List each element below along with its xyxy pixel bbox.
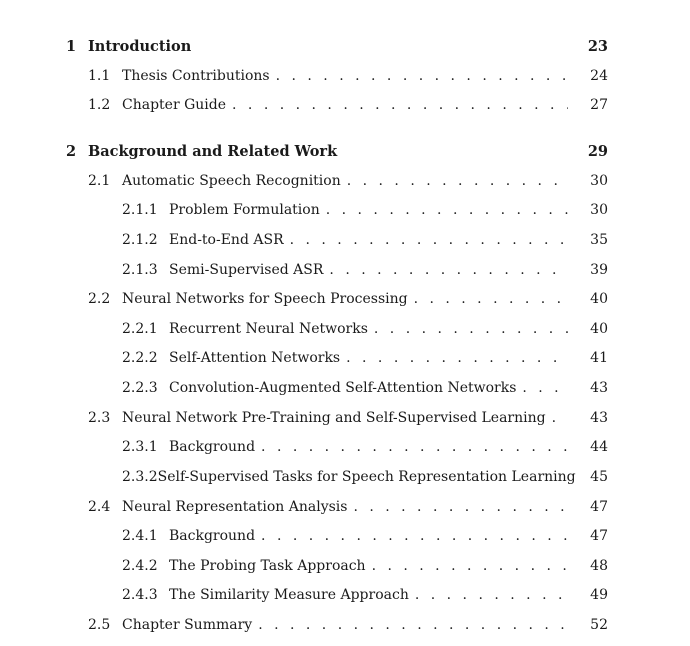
- toc-entry[interactable]: [88, 291, 608, 311]
- dot-leader: [258, 617, 568, 633]
- dot-leader: [346, 350, 568, 366]
- entry-number: 1.1: [88, 68, 111, 84]
- chapter-title: Introduction: [88, 38, 192, 55]
- chapter-page: 29: [587, 143, 608, 160]
- entry-page: 45: [590, 469, 608, 485]
- entry-page: 47: [590, 499, 608, 515]
- entry-title: Self-Attention Networks: [169, 350, 341, 366]
- entry-title: The Probing Task Approach: [169, 558, 366, 574]
- entry-number: 1.2: [88, 97, 111, 113]
- entry-title: Background: [169, 528, 256, 544]
- toc-subentry[interactable]: [122, 528, 608, 548]
- entry-number: 2.2.2: [122, 350, 158, 366]
- toc-entry[interactable]: [88, 410, 608, 430]
- dot-leader: [415, 587, 568, 603]
- dot-leader: [372, 558, 568, 574]
- toc-entry[interactable]: [88, 499, 608, 519]
- chapter-number: 1: [66, 38, 77, 55]
- entry-title: Chapter Guide: [122, 97, 227, 113]
- entry-number: 2.3.1: [122, 439, 158, 455]
- entry-title: Chapter Summary: [122, 617, 253, 633]
- entry-title: Thesis Contributions: [122, 68, 270, 84]
- entry-title: Recurrent Neural Networks: [169, 321, 368, 337]
- entry-title: Neural Networks for Speech Processing: [122, 291, 408, 307]
- entry-page: 44: [590, 439, 608, 455]
- toc-entry[interactable]: [88, 617, 608, 637]
- toc-entry[interactable]: [88, 68, 608, 88]
- entry-title: Problem Formulation: [169, 202, 320, 218]
- toc-subentry[interactable]: [122, 587, 608, 607]
- entry-title: Neural Representation Analysis: [122, 499, 348, 515]
- dot-leader: [290, 232, 568, 248]
- entry-number: 2.3.2: [122, 469, 158, 485]
- entry-title: Semi-Supervised ASR: [169, 262, 324, 278]
- toc-subentry[interactable]: [122, 380, 608, 400]
- entry-page: 30: [590, 202, 608, 218]
- entry-page: 41: [590, 350, 608, 366]
- entry-title: Automatic Speech Recognition: [122, 173, 341, 189]
- dot-leader: [522, 380, 568, 396]
- dot-leader: [414, 291, 568, 307]
- entry-number: 2.1: [88, 173, 111, 189]
- entry-number: 2.4.3: [122, 587, 158, 603]
- entry-number: 2.4.1: [122, 528, 158, 544]
- toc-chapter-2[interactable]: [66, 143, 608, 163]
- entry-title: Background: [169, 439, 256, 455]
- entry-page: 24: [590, 68, 608, 84]
- toc-subentry[interactable]: [122, 202, 608, 222]
- entry-number: 2.4: [88, 499, 111, 515]
- entry-page: 27: [590, 97, 608, 113]
- entry-number: 2.2.3: [122, 380, 158, 396]
- chapter-number: 2: [66, 143, 77, 160]
- entry-number: 2.2: [88, 291, 111, 307]
- dot-leader: [276, 68, 568, 84]
- dot-leader: [261, 528, 568, 544]
- entry-title: The Similarity Measure Approach: [169, 587, 409, 603]
- dot-leader: [347, 173, 568, 189]
- dot-leader: [353, 499, 568, 515]
- entry-number: 2.5: [88, 617, 111, 633]
- toc-subentry[interactable]: [122, 262, 608, 282]
- entry-page: 30: [590, 173, 608, 189]
- entry-title: Neural Network Pre-Training and Self-Supervised Learning: [122, 410, 546, 426]
- dot-leader: [552, 410, 568, 426]
- dot-leader: [232, 97, 568, 113]
- entry-number: 2.1.2: [122, 232, 158, 248]
- toc-entry[interactable]: [88, 173, 608, 193]
- entry-title: End-to-End ASR: [169, 232, 284, 248]
- entry-page: 35: [590, 232, 608, 248]
- toc-subentry[interactable]: [122, 439, 608, 459]
- entry-page: 43: [590, 380, 608, 396]
- entry-page: 49: [590, 587, 608, 603]
- entry-number: 2.1.1: [122, 202, 158, 218]
- toc-chapter-1[interactable]: [66, 38, 608, 58]
- entry-title: Self-Supervised Tasks for Speech Representation Learning: [157, 469, 576, 485]
- entry-page: 43: [590, 410, 608, 426]
- entry-page: 47: [590, 528, 608, 544]
- entry-number: 2.3: [88, 410, 111, 426]
- toc-entry[interactable]: [88, 97, 608, 117]
- entry-page: 48: [590, 558, 608, 574]
- entry-number: 2.2.1: [122, 321, 158, 337]
- entry-page: 40: [590, 321, 608, 337]
- dot-leader: [329, 262, 568, 278]
- entry-page: 39: [590, 262, 608, 278]
- entry-page: 52: [590, 617, 608, 633]
- chapter-page: 23: [587, 38, 608, 55]
- chapter-title: Background and Related Work: [88, 143, 338, 160]
- entry-number: 2.1.3: [122, 262, 158, 278]
- dot-leader: [374, 321, 568, 337]
- toc-subentry[interactable]: [122, 469, 608, 489]
- toc-subentry[interactable]: [122, 558, 608, 578]
- entry-number: 2.4.2: [122, 558, 158, 574]
- entry-page: 40: [590, 291, 608, 307]
- toc-subentry[interactable]: [122, 232, 608, 252]
- entry-title: Convolution-Augmented Self-Attention Networks: [169, 380, 517, 396]
- toc-subentry[interactable]: [122, 321, 608, 341]
- dot-leader: [261, 439, 568, 455]
- dot-leader: [326, 202, 568, 218]
- toc-subentry[interactable]: [122, 350, 608, 370]
